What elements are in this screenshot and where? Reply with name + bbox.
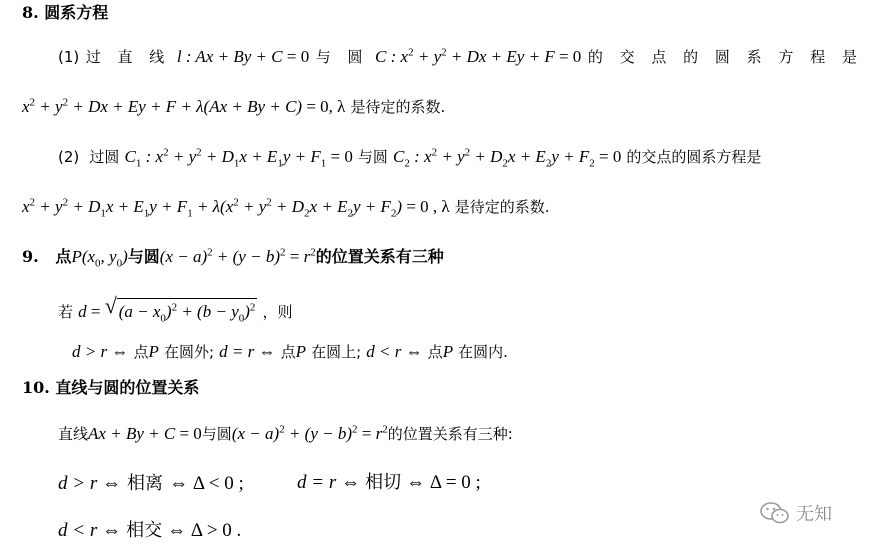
text-point: 点 <box>427 343 443 361</box>
item-number: (2) <box>58 148 80 166</box>
text-and-circle: 与 圆 <box>315 48 369 66</box>
text-undetermined-coefficient: 是待定的系数. <box>350 98 446 116</box>
equation-distance: d = √ $(a - x_0)^2 + (b - y_0)^2$ <box>78 293 256 325</box>
item-number: (1) <box>58 48 80 66</box>
text-outside: 在圆外; <box>163 343 215 361</box>
section-8-title: 8. 圆系方程 <box>22 3 109 22</box>
equation-circle-system-1: $x^2 + y^2 + Dx + Ey + F + \lambda(Ax + By + C) = 0$, λ <box>22 96 346 116</box>
section-8-item-2-equation <box>22 196 550 218</box>
section-10-case-tangent: d = r ⇔ 相切 ⇔ Δ = 0 ; <box>297 472 481 493</box>
text-separate: 相离 <box>127 473 164 494</box>
text-circle-system-is: 的交点的圆系方程是 <box>626 148 762 166</box>
equation-circle-c2: $C_2$ : $x^2 + y^2 + D_2x + E_2y + F_2 = 0$ <box>393 146 622 170</box>
section-8-item-1-equation <box>22 96 445 118</box>
equation-line: l : Ax + By + C = 0 <box>176 47 310 66</box>
text-and-circle: 与圆 <box>357 148 388 166</box>
text-intersect: 相交 <box>126 520 163 541</box>
section-10-case-separate: d > r ⇔ 相离 ⇔ Δ < 0 ; <box>58 473 244 494</box>
section-10-intro: 直线Ax + By + C = 0与圆$(x - a)^2 + (y - b)^2 = r^2$的位置关系有三种: <box>58 423 513 443</box>
text-on-circle: 在圆上; <box>311 343 362 361</box>
text-then: ，则 <box>262 303 293 321</box>
equation-circle: C : $x^2 + y^2 + Dx + Ey + F = 0$ <box>375 46 582 66</box>
text-through-line: 过 直 线 <box>85 48 171 66</box>
title-point: 点 <box>55 247 72 266</box>
text-point: 点 <box>133 343 149 361</box>
section-10-title: 10. 直线与圆的位置关系 <box>22 378 200 397</box>
section-8-item-1 <box>58 46 863 68</box>
text-point: 点 <box>280 343 296 361</box>
text-circle-system-is: 的 交 点 的 圆 系 方 程 是 <box>587 48 863 66</box>
text-inside: 在圆内. <box>458 343 508 361</box>
section-9-relations: d > r ⇔ 点P 在圆外; d = r ⇔ 点P 在圆上; d < r ⇔ 点P 在圆内. <box>72 342 508 361</box>
text-line: 直线 <box>58 425 89 443</box>
title-and-circle: 与圆 <box>127 247 160 266</box>
text-through-circle: 过圆 <box>89 148 120 166</box>
text-three-cases: 的位置关系有三种: <box>387 425 513 443</box>
wechat-icon <box>760 501 790 525</box>
equation-circle-c1: $C_1$ : $x^2 + y^2 + D_1x + E_1y + F_1 = 0$ <box>124 146 353 170</box>
title-three-cases: 的位置关系有三种 <box>315 247 444 266</box>
text-undetermined-coefficient: 是待定的系数. <box>454 198 550 216</box>
text-tangent: 相切 <box>365 472 402 493</box>
section-9-title: 9. 点$P(x_0$, $y_0$)与圆$(x - a)^2 + (y - b)^2 = r^2$的位置关系有三种 <box>22 246 444 270</box>
section-9-distance-formula <box>58 293 293 325</box>
section-number: 9. <box>22 247 39 266</box>
watermark-text: 无知 <box>796 504 832 525</box>
watermark <box>760 500 832 526</box>
section-10-case-intersect: d < r ⇔ 相交 ⇔ Δ > 0 . <box>58 520 242 541</box>
section-8-item-2 <box>58 146 761 168</box>
equation-circle-system-2: $x^2 + y^2 + D_1x + E_1y + F_1 + \lambda(x^2 + y^2 + D_2x + E_2y + F_2) = 0$ , λ <box>22 196 450 220</box>
text-and-circle: 与圆 <box>201 425 232 443</box>
text-if: 若 <box>58 303 74 321</box>
